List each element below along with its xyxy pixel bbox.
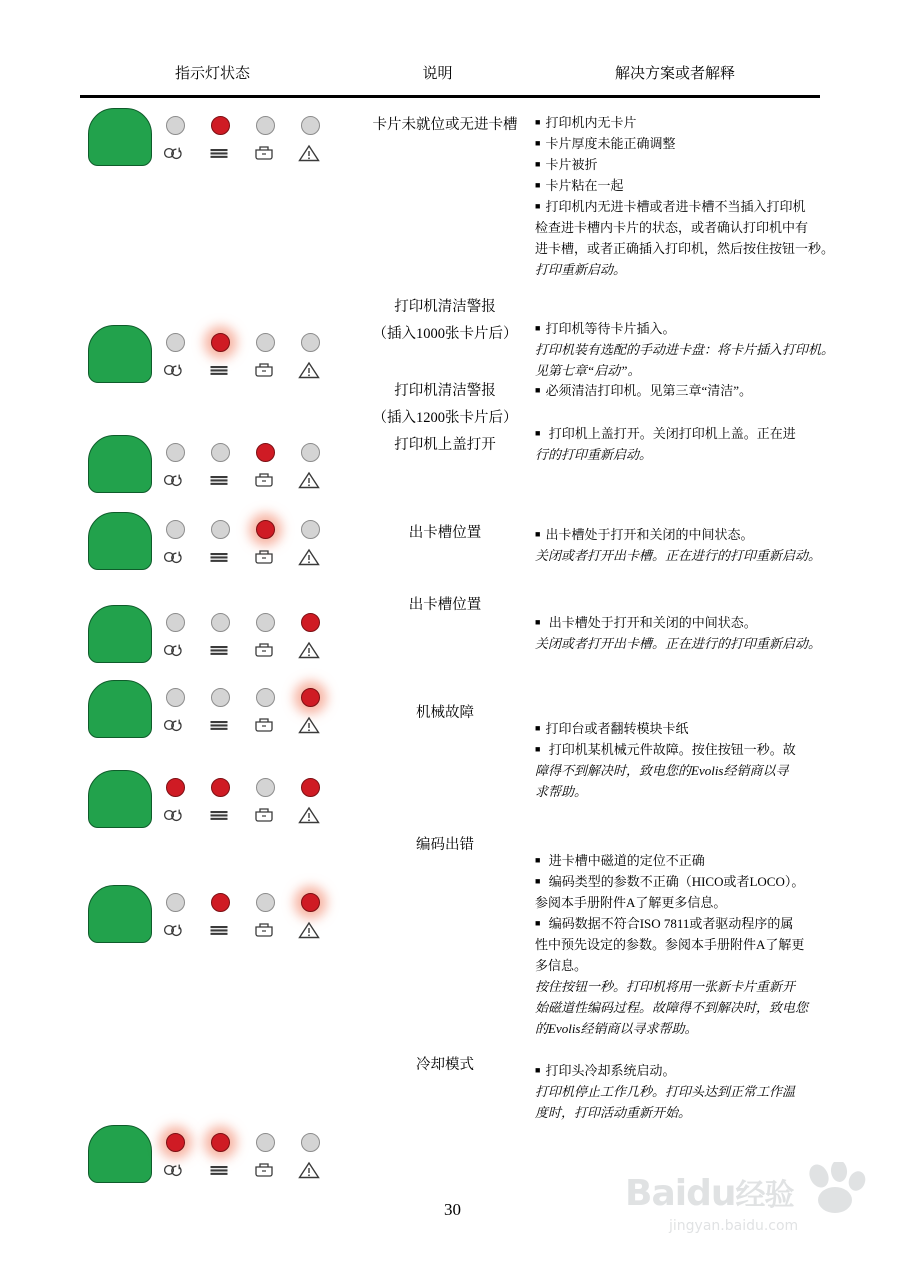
solution-line: 按住按钮一秒。打印机将用一张新卡片重新开 [535,979,796,995]
led-indicator-0 [166,688,185,707]
warning-triangle-icon [297,1160,321,1180]
led-indicator-2 [256,443,275,462]
led-row [166,1133,341,1193]
solution-line: ■ 进卡槽中磁道的定位不正确 [535,850,835,871]
card-stack-icon [207,920,231,940]
led-indicator-0 [166,1133,185,1152]
power-icon [162,715,186,735]
led-indicator-1 [211,333,230,352]
led-indicator-3 [301,893,320,912]
column-header-led-status: 指示灯状态 [174,66,250,82]
solution-line: 见第七章“启动”。 [535,363,641,379]
solution-line: 参阅本手册附件A了解更多信息。 [535,895,727,911]
solution-line: 障得不到解决时，致电您的Evolis经销商以寻 [535,763,789,779]
card-stack-icon [207,1160,231,1180]
solution-line: ■ 打印机等待卡片插入。 [535,318,835,339]
led-indicator-3 [301,688,320,707]
power-icon [162,360,186,380]
printer-green-button[interactable] [88,108,152,166]
description-line: 冷却模式 [416,1057,474,1073]
solution-line: 求帮助。 [535,784,588,800]
description-line: 出卡槽位置 [408,597,482,613]
printer-icon [252,715,276,735]
power-icon [162,143,186,163]
led-status-group [80,108,345,178]
card-stack-icon [207,547,231,567]
solution-line: 检查进卡槽内卡片的状态，或者确认打印机中有 [535,220,809,236]
led-status-group [80,885,345,955]
led-indicator-0 [166,520,185,539]
solution-text [535,524,835,566]
solution-text [535,318,835,381]
column-header-solution: 解决方案或者解释 [614,66,735,82]
card-stack-icon [207,470,231,490]
status-description [345,592,545,619]
led-indicator-3 [301,1133,320,1152]
description-line: 打印机清洁警报 [394,299,496,315]
led-status-group [80,680,345,750]
led-indicator-2 [256,1133,275,1152]
led-indicator-0 [166,443,185,462]
printer-green-button[interactable] [88,512,152,570]
led-indicator-1 [211,1133,230,1152]
solution-line: ■ 卡片粘在一起 [535,175,835,196]
solution-text [535,718,835,802]
warning-triangle-icon [297,640,321,660]
led-indicator-1 [211,893,230,912]
printer-green-button[interactable] [88,770,152,828]
printer-green-button[interactable] [88,885,152,943]
header-divider [80,95,820,98]
led-indicator-1 [211,443,230,462]
solution-line: ■ 出卡槽处于打开和关闭的中间状态。 [535,612,835,633]
warning-triangle-icon [297,143,321,163]
led-status-group [80,512,345,582]
power-icon [162,640,186,660]
printer-icon [252,805,276,825]
solution-line: ■ 打印头冷却系统启动。 [535,1060,835,1081]
printer-green-button[interactable] [88,325,152,383]
led-status-group [80,605,345,675]
led-indicator-2 [256,116,275,135]
solution-line: ■ 编码数据不符合ISO 7811或者驱动程序的属 [535,913,835,934]
warning-triangle-icon [297,805,321,825]
power-icon [162,470,186,490]
led-indicator-0 [166,613,185,632]
solution-line: ■ 打印台或者翻转模块卡纸 [535,718,835,739]
solution-line: 多信息。 [535,958,588,974]
description-line: 机械故障 [416,705,474,721]
solution-line: ■ 编码类型的参数不正确（HICO或者LOCO）。 [535,871,835,892]
card-stack-icon [207,640,231,660]
solution-text [535,612,835,654]
printer-icon [252,1160,276,1180]
solution-line: 的Evolis经销商以寻求帮助。 [535,1021,698,1037]
printer-green-button[interactable] [88,605,152,663]
led-status-group [80,1125,345,1195]
led-indicator-1 [211,613,230,632]
led-indicator-3 [301,333,320,352]
power-icon [162,1160,186,1180]
warning-triangle-icon [297,470,321,490]
description-line: 卡片未就位或无进卡槽 [372,117,518,133]
led-indicator-2 [256,778,275,797]
solution-text [535,112,835,280]
power-icon [162,547,186,567]
led-indicator-2 [256,688,275,707]
solution-line: ■ 打印机某机械元件故障。按住按钮一秒。故 [535,739,835,760]
led-status-group [80,770,345,840]
led-row [166,116,341,176]
printer-icon [252,470,276,490]
led-indicator-1 [211,116,230,135]
led-indicator-3 [301,116,320,135]
watermark-url: jingyan.baidu.com [669,1218,799,1234]
solution-line: ■ 出卡槽处于打开和关闭的中间状态。 [535,524,835,545]
card-stack-icon [207,143,231,163]
led-status-group [80,325,345,395]
led-indicator-2 [256,613,275,632]
led-indicator-2 [256,893,275,912]
power-icon [162,920,186,940]
solution-line: ■ 卡片被折 [535,154,835,175]
warning-triangle-icon [297,360,321,380]
led-indicator-3 [301,778,320,797]
solution-line: ■ 必须清洁打印机。见第三章“清洁”。 [535,380,835,401]
led-row [166,893,341,953]
printer-icon [252,640,276,660]
watermark-brand-cn: 经验 [735,1178,794,1213]
printer-icon [252,360,276,380]
solution-line: 打印机装有选配的手动进卡盘：将卡片插入打印机。 [535,342,835,358]
solution-line: 行的打印重新启动。 [535,447,653,463]
led-row [166,520,341,580]
warning-triangle-icon [297,920,321,940]
led-indicator-1 [211,520,230,539]
watermark-brand-text: Baidu [625,1173,736,1214]
printer-green-button[interactable] [88,435,152,493]
led-indicator-1 [211,688,230,707]
led-row [166,333,341,393]
led-indicator-2 [256,333,275,352]
led-indicator-2 [256,520,275,539]
led-indicator-0 [166,116,185,135]
solution-line: ■ 打印机内无卡片 [535,112,835,133]
column-header-description: 说明 [422,66,453,82]
led-indicator-3 [301,520,320,539]
printer-icon [252,143,276,163]
solution-text [535,380,835,465]
card-stack-icon [207,360,231,380]
page-number: 30 [444,1200,461,1219]
led-indicator-1 [211,778,230,797]
solution-line: 关闭或者打开出卡槽。正在进行的打印重新启动。 [535,636,822,652]
printer-icon [252,547,276,567]
printer-green-button[interactable] [88,680,152,738]
solution-line: ■ 打印机上盖打开。关闭打印机上盖。正在进 [535,423,835,444]
solution-line [535,401,835,423]
status-description [345,1052,545,1079]
solution-line: 关闭或者打开出卡槽。正在进行的打印重新启动。 [535,548,822,564]
card-stack-icon [207,805,231,825]
table-header [80,62,820,83]
status-description [345,294,545,348]
solution-line: ■ 打印机内无进卡槽或者进卡槽不当插入打印机 [535,196,835,217]
description-line: 编码出错 [416,837,474,853]
led-indicator-0 [166,778,185,797]
led-indicator-3 [301,443,320,462]
solution-text [535,850,835,1039]
led-row [166,688,341,748]
warning-triangle-icon [297,715,321,735]
led-indicator-0 [166,893,185,912]
solution-line: 打印重新启动。 [535,262,627,278]
led-status-group [80,435,345,505]
status-description [345,700,545,727]
description-line: 打印机清洁警报 [394,383,496,399]
description-line: 打印机上盖打开 [394,436,496,453]
status-description [345,520,545,547]
warning-triangle-icon [297,547,321,567]
solution-line: 始磁道性编码过程。故障得不到解决时，致电您 [535,1000,809,1016]
status-description [345,832,545,859]
solution-line: ■ 卡片厚度未能正确调整 [535,133,835,154]
power-icon [162,805,186,825]
card-stack-icon [207,715,231,735]
led-row [166,443,341,503]
solution-line: 进卡槽，或者正确插入打印机，然后按住按钮一秒。 [535,241,835,257]
printer-icon [252,920,276,940]
solution-text [535,1060,835,1123]
solution-line: 打印机停止工作几秒。打印头达到正常工作温 [535,1084,796,1100]
status-description [345,378,545,458]
led-indicator-0 [166,333,185,352]
description-line: （插入1000张卡片后） [372,325,518,342]
description-line: 出卡槽位置 [408,525,482,541]
status-description [345,112,545,139]
description-line: （插入1200张卡片后） [372,409,518,426]
led-row [166,778,341,838]
solution-line: 度时，打印活动重新开始。 [535,1105,692,1121]
printer-green-button[interactable] [88,1125,152,1183]
led-row [166,613,341,673]
led-indicator-3 [301,613,320,632]
solution-line: 性中预先设定的参数。参阅本手册附件A了解更 [535,937,805,953]
